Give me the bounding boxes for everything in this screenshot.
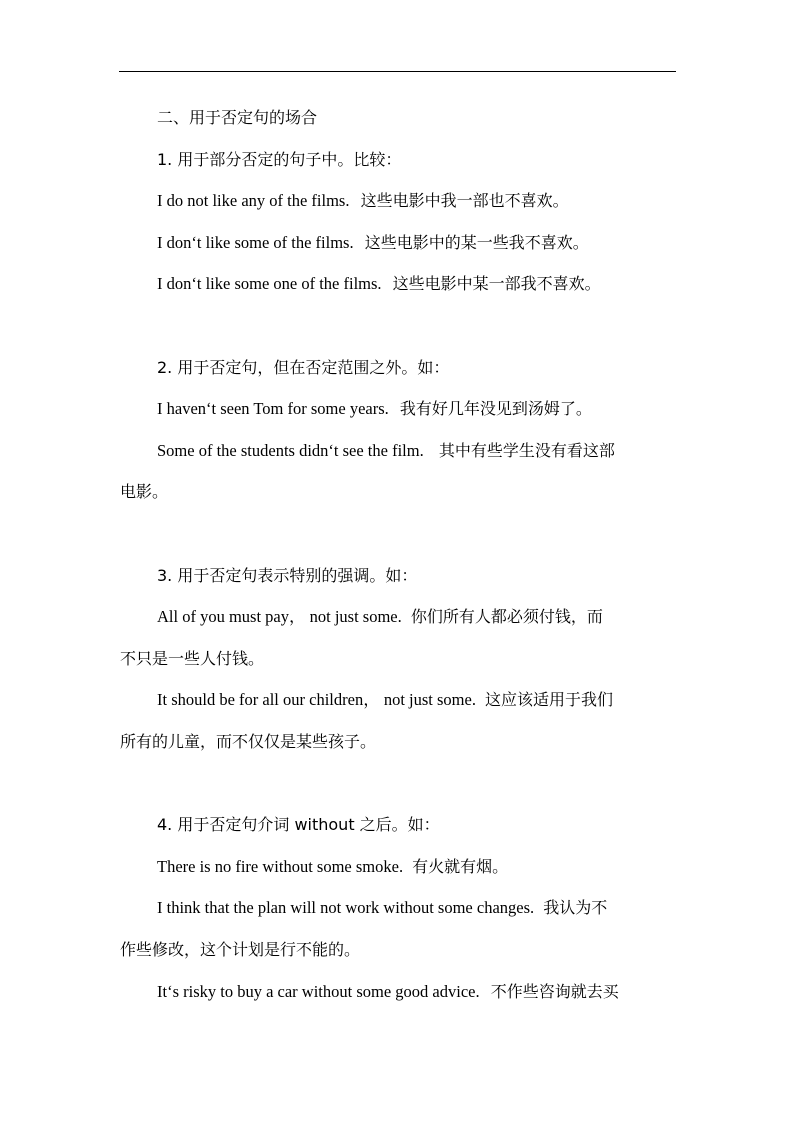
example-chinese: 你们所有人都必须付钱，而 [410,607,603,626]
example-chinese: 有火就有烟。 [412,857,509,876]
example-4-1 [157,857,508,877]
example-3-2 [157,690,613,710]
example-chinese: 其中有些学生没有看这部 [438,441,615,460]
example-chinese: 这些电影中我一部也不喜欢。 [360,191,569,210]
example-chinese: 我认为不 [543,898,608,917]
header-rule [119,71,676,72]
example-4-3 [157,982,619,1002]
example-chinese: 我有好几年没见到汤姆了。 [399,399,592,418]
example-english: It should be for all our children， not just some. [157,690,476,709]
example-english: There is no fire without some smoke. [157,857,404,876]
example-english: I don‘t like some one of the films. [157,274,382,293]
example-chinese: 这些电影中某一部我不喜欢。 [392,274,601,293]
example-1-3 [157,274,601,294]
example-english: I haven‘t seen Tom for some years. [157,399,389,418]
section-1-title: 1. 用于部分否定的句子中。比较： [157,150,402,169]
example-chinese: 不作些咨询就去买 [490,982,619,1001]
section-3-title: 3. 用于否定句表示特别的强调。如： [157,566,418,585]
example-english: I think that the plan will not work without some changes. [157,898,535,917]
section-heading: 二、用于否定句的场合 [157,108,318,127]
section-2-title: 2. 用于否定句，但在否定范围之外。如： [157,358,450,377]
example-chinese: 这应该适用于我们 [485,690,614,709]
example-2-2 [157,441,615,461]
example-chinese: 这些电影中的某一些我不喜欢。 [364,233,589,252]
example-2-1 [157,399,592,419]
example-1-2 [157,233,589,253]
example-english: I do not like any of the films. [157,191,350,210]
example-3-1 [157,607,603,627]
example-3-2-continuation: 所有的儿童，而不仅仅是某些孩子。 [120,732,377,751]
example-4-2 [157,898,607,918]
example-english: I don‘t like some of the films. [157,233,354,252]
example-2-2-continuation: 电影。 [120,482,169,501]
example-4-2-continuation: 作些修改，这个计划是行不能的。 [120,940,361,959]
example-1-1 [157,191,569,211]
example-english: Some of the students didn‘t see the film. [157,441,424,460]
example-english: All of you must pay， not just some. [157,607,402,626]
section-4-title: 4. 用于否定句介词 without 之后。如： [157,815,440,834]
example-3-1-continuation: 不只是一些人付钱。 [120,649,265,668]
example-english: It‘s risky to buy a car without some good advice. [157,982,480,1001]
